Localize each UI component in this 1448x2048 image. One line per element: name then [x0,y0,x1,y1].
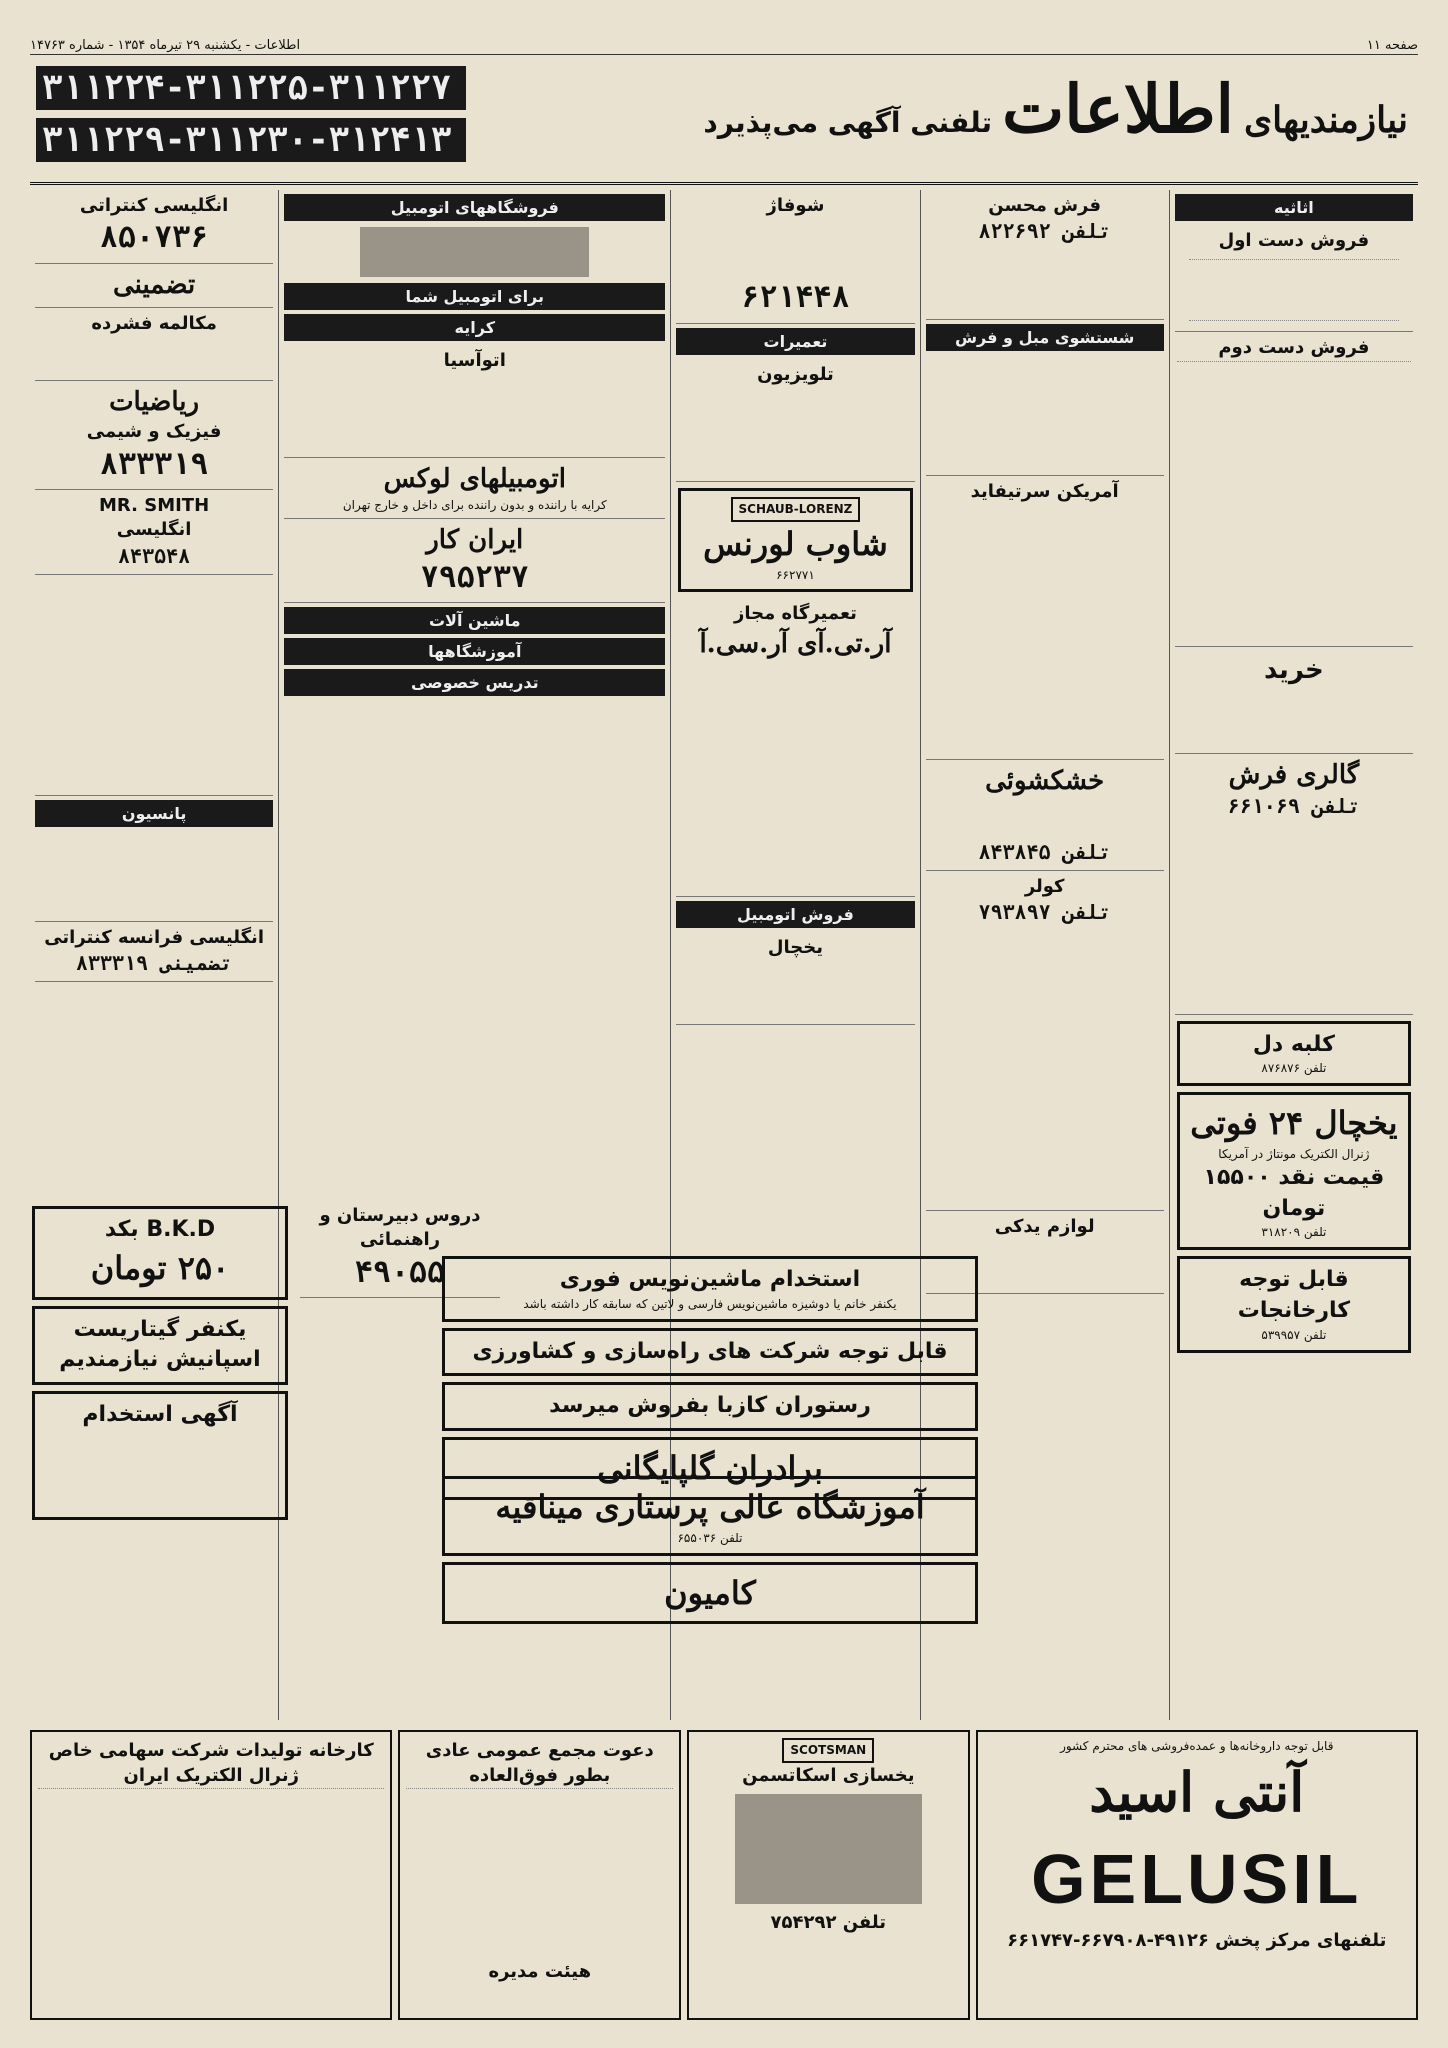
ad-phone: ۸۳۳۳۱۹ [99,446,209,482]
ad-refrigerator [676,932,914,1025]
ice-machine-image [735,1794,922,1904]
ad-schaub-lorenz [678,488,912,592]
ad-heading: رستوران کازبا بفروش میرسد [549,1393,871,1419]
ad-body-text [928,245,1162,315]
ad-heading: ایران کار [426,524,524,555]
masthead [30,60,1418,185]
ad-phone: تلفن ۶۶۱۰۶۹ [1227,793,1361,818]
ad-heading: کارخانه تولیدات شرکت سهامی خاص ژنرال الکتریک ایران [48,1740,374,1787]
ad-body-text [678,960,912,1020]
ad-carpet-gallery [1175,754,1413,1015]
brand-logo: SCHAUB-LORENZ [731,497,861,522]
brand-logo: SCOTSMAN [782,1738,874,1763]
issue-line: اطلاعات - یکشنبه ۲۹ تیرماه ۱۳۵۴ - شماره ۱۴۷۶۳ [30,38,301,53]
ad-heading: برادران گلپایگانی [597,1449,823,1488]
ad-general-electric [30,1730,392,2020]
ad-body-text [1177,820,1411,1010]
ad-guaranteed [35,264,273,308]
page-number: صفحه ۱۱ [1366,38,1418,53]
section-for-your-car: برای اتومبیل شما [284,283,665,310]
ad-body-text [678,387,912,477]
section-rental: کرایه [284,314,665,341]
ad-heading: دعوت مجمع عمومی عادی بطور فوق‌العاده [425,1740,654,1787]
ad-scotsman [687,1730,970,2020]
ad-heading: تلویزیون [757,363,834,385]
ad-general-meeting [398,1730,681,2020]
ad-heading: یخسازی اسکاتسمن [742,1764,915,1786]
ad-authorized-repair [676,598,914,896]
ad-heading: تعمیرگاه مجاز [734,603,857,625]
ad-phone: تلفن ۸۲۲۶۹۲ [978,219,1111,244]
ad-phone: ۸۵۰۷۳۶ [99,220,209,256]
ad-heading: قابل توجه شرکت های راه‌سازی و کشاورزی [472,1338,948,1364]
ad-television [676,359,914,482]
ad-heading: انگلیسی فرانسه کنتراتی [44,926,264,948]
ad-body-text [35,831,273,922]
ad-product-fa: آنتی اسید [1089,1759,1305,1824]
ad-heading: شاوب لورنس [703,524,888,563]
ad-heading: لوازم یدکی [994,1215,1095,1237]
ad-subheading: فیزیک و شیمی [86,421,222,443]
section-car-sales: فروش اتومبیل [676,901,914,928]
ad-heading: B.K.D بکد [104,1217,216,1242]
lower-center-ads-2 [440,1470,980,1630]
logo-image [360,227,589,277]
folio-line [30,38,1418,55]
lower-center-ads [440,1250,980,1506]
ad-heading: اتومبیلهای لوکس [383,464,566,495]
phone-line-1: ۳۱۱۲۲۴-۳۱۱۲۲۵-۳۱۱۲۲۷ [36,66,466,110]
ad-heading: MR. SMITH [99,495,210,517]
section-pension: پانسیون [35,800,273,827]
section-schools: آموزشگاهها [284,638,665,665]
masthead-title [703,70,1408,148]
ad-heading: فروش دست اول [1218,230,1370,251]
ad-farsh-mohsen [926,190,1164,320]
ad-body-text [926,355,1164,476]
section-tutoring: تدریس خصوصی [284,669,665,696]
ad-price: ۲۵۰ تومان [90,1248,230,1287]
ad-phone: تلفن ۸۴۳۸۴۵ [978,839,1111,864]
column-furniture [1169,190,1418,1720]
ad-heading: مکالمه فشرده [91,312,217,334]
ad-heading: یخچال ۲۴ فوتی [1190,1104,1398,1143]
ad-body-text [38,1788,384,1979]
ad-heading: اتوآسیا [443,350,506,371]
bottom-ad-row [30,1730,1418,2020]
ad-phone: تلفن ۸۷۶۸۷۶ [1261,1061,1327,1076]
ad-subheading: آر.تی.آی آر.سی.آ [699,628,892,659]
ad-intensive-conversation [35,308,273,381]
title-suffix: تلفنی آگهی می‌پذیرد [703,106,993,139]
ad-kasba-restaurant [442,1382,978,1431]
section-repairs: تعمیرات [676,328,914,355]
ad-text: یکنفر خانم یا دوشیزه ماشین‌نویس فارسی و لاتین که سابقه کار داشته باشد [523,1296,897,1311]
ad-heading: آگهی استخدام [82,1402,238,1428]
ad-body-text [286,373,663,453]
phone-line-2: ۳۱۱۲۲۹-۳۱۱۲۳۰-۳۱۲۴۱۳ [36,118,466,162]
ad-first-hand [1175,225,1413,332]
ad-heading: قابل توجه داروخانه‌ها و عمده‌فروشی های محترم کشور [1060,1739,1334,1753]
ad-heading: شوفاژ [766,195,825,216]
ad-heading: آمریکن سرتیفاید [970,481,1119,503]
ad-luxury-cars [284,458,665,518]
ad-mathematics [35,381,273,490]
ad-body-text [406,1788,673,1959]
ad-guitarist [32,1306,288,1386]
ad-phone: ۴۹۰۵۵ [354,1254,446,1290]
section-furniture: اثاثیه [1175,194,1413,221]
ad-price: قیمت نقد ۱۵۵۰۰ تومان [1203,1164,1385,1221]
ad-english-contract [35,190,273,264]
lower-left-ads [30,1200,290,1526]
ad-heading: یکنفر گیتاریست اسپانیش نیازمندیم [59,1316,261,1373]
ad-american-certified [926,476,1164,759]
ad-heating [676,190,914,324]
brand-logo: GELUSIL [1031,1840,1363,1919]
ad-refrigerator-24 [1177,1092,1411,1250]
ad-nursing-school [442,1476,978,1556]
ad-body-text [1177,361,1411,642]
ad-iran-car [284,519,665,604]
section-machinery: ماشین آلات [284,607,665,634]
ad-body-text [1189,259,1400,321]
ad-phone: ۶۲۱۴۴۸ [741,280,850,316]
ad-phone: تضمینی ۸۳۳۳۱۹ [75,950,233,975]
ad-heading: کلبه دل [1252,1031,1335,1057]
ad-body-text [928,799,1162,839]
ad-heading: ریاضیات [109,387,200,418]
ad-heading: فروش دست دوم [1218,337,1370,359]
ad-text: کرایه با راننده و بدون راننده برای داخل و خارج تهران [342,498,607,513]
ad-phone: ۶۶۲۷۷۱ [776,567,815,582]
ad-phone: ۷۹۵۲۳۷ [420,559,529,595]
ad-heading: گالری فرش [1228,759,1360,790]
ad-body-text [41,1431,279,1511]
ad-heading: قابل توجه کارخانجات [1237,1267,1351,1324]
title-prefix: نیازمندیهای [1243,99,1408,141]
ad-phone: تلفن ۵۳۹۹۵۷ [1261,1327,1327,1342]
ad-auto-asia [284,345,665,458]
ad-body-text [1175,693,1413,754]
ad-body-text [678,662,912,892]
ad-body-text [37,336,271,376]
section-buy: خرید [1264,654,1324,685]
section-car-stores: فروشگاههای اتومبیل [284,194,665,221]
ad-mr-smith [35,490,273,575]
ad-phone: تلفن ۳۱۸۲۰۹ [1261,1225,1327,1240]
ad-phone: تلفن ۷۵۴۲۹۲ [770,1911,886,1933]
ad-heading: کولر [1024,875,1065,897]
ad-body-text [928,505,1162,755]
ad-heading: یخچال [767,936,823,958]
ad-employment [32,1391,288,1520]
ad-cooler [926,871,1164,1211]
ad-truck [442,1562,978,1625]
ad-heading: آموزشگاه عالی پرستاری میناقیه [495,1488,925,1526]
ad-text: ژنرال الکتریک مونتاژ در آمریکا [1218,1147,1370,1162]
ad-phone: تلفن ۶۵۵۰۳۶ [677,1530,743,1545]
masthead-phones [36,66,466,170]
ad-bkd [32,1206,288,1300]
ad-road-companies [442,1328,978,1377]
ad-signature: هیئت مدیره [488,1961,592,1983]
ad-subheading: انگلیسی [116,519,192,541]
ad-phone: ۸۴۳۵۴۸ [117,543,191,568]
ad-heading: تضمینی [113,269,196,300]
ad-heading: انگلیسی کنتراتی [79,195,229,216]
ad-typist [442,1256,978,1322]
ad-body-text [678,218,912,278]
ad-heading: کامیون [664,1573,756,1612]
ad-dry-cleaning [926,760,1164,871]
ad-heading: خشکشوئی [985,765,1105,796]
ad-gelusil [976,1730,1418,2020]
ad-factories [1177,1256,1411,1352]
ad-body-text [928,926,1162,1206]
ad-second-hand [1175,332,1413,646]
ad-heading: فرش محسن [988,195,1102,216]
ad-heading: استخدام ماشین‌نویس فوری [559,1267,861,1292]
ad-heading: دروس دبیرستان و راهنمائی [319,1205,481,1251]
ad-phone: تلفنهای مرکز پخش ۴۹۱۲۶-۶۶۷۹۰۸-۶۶۱۷۴۷ [1007,1930,1387,1952]
ad-english-french [35,922,273,982]
ad-phone: تلفن ۷۹۳۸۹۷ [978,899,1111,924]
title-main: اطلاعات [1002,70,1234,148]
ad-kolbeh-del [1177,1021,1411,1087]
ad-body-text [35,575,273,796]
section-cleaning: شستشوی مبل و فرش [926,324,1164,351]
